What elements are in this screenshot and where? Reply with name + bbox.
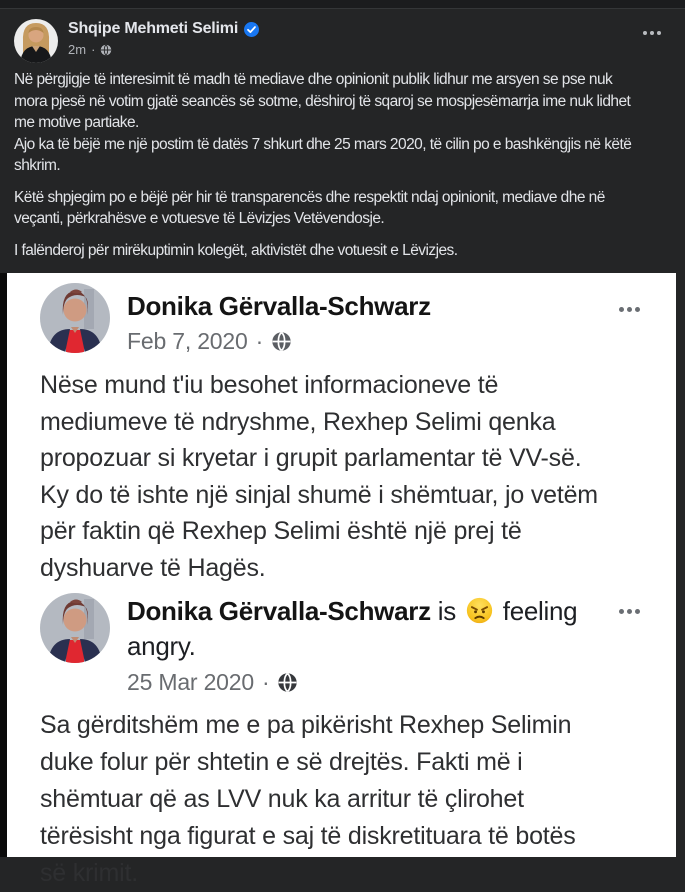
- embedded-text-line: së krimit.: [40, 859, 139, 887]
- globe-icon: [100, 44, 112, 56]
- embedded-author-avatar: [40, 283, 110, 353]
- embedded-post-2-body: [40, 707, 658, 892]
- post-text-line: me motive partiake.: [14, 114, 139, 131]
- author-avatar[interactable]: [14, 19, 58, 63]
- author-name[interactable]: Shqipe Mehmeti Selimi: [68, 20, 239, 37]
- avatar-image: [14, 19, 58, 63]
- embedded-text-line: tërësisht nga figurat e saj të diskretituara të botës: [40, 822, 576, 850]
- avatar-image: [40, 283, 110, 353]
- post-body: [0, 65, 685, 261]
- embedded-text-line: duke folur për shtetin e së drejtës. Fakti më i: [40, 748, 523, 776]
- embedded-post-1: [40, 283, 658, 586]
- embedded-text-line: Ky do të ishte një sinjal shumë i shëmtuar, jo vetëm: [40, 480, 598, 509]
- globe-icon: [277, 672, 298, 693]
- embedded-author-name: Donika Gërvalla-Schwarz: [127, 596, 431, 626]
- post-text-line: mora pjesë në votim gjatë seancës së sotme, dëshiroj të sqaroj se mospjesëmarrja ime nuk lidhet: [14, 92, 631, 110]
- post-text-line: Ajo ka të bëjë me një postim të datës 7 shkurt dhe 25 mars 2020, të cilin po e bashkëngjis në këtë: [14, 135, 632, 153]
- embedded-post-2-header: [40, 593, 658, 696]
- post-header: [0, 9, 685, 65]
- meta-separator: ·: [91, 42, 96, 57]
- embedded-post-1-header: [40, 283, 658, 355]
- more-options-button[interactable]: [643, 31, 661, 35]
- embedded-author-name: Donika Gërvalla-Schwarz: [127, 291, 431, 321]
- post-text-line: I falënderoj për mirëkuptimin kolegët, aktivistët dhe votuesit e Lëvizjes.: [14, 241, 458, 259]
- post-timestamp[interactable]: 2m: [68, 42, 87, 57]
- post-text-line: Në përgjigje të interesimit të madh të mediave dhe opinionit publik lidhur me arsyen se pse nuk: [14, 71, 613, 88]
- feeling-word: feeling: [502, 596, 578, 626]
- embedded-text-line: për faktin që Rexhep Selimi është një prej të: [40, 517, 522, 545]
- screenshot-content: [7, 273, 676, 887]
- embedded-text-line: mediumeve të ndryshme, Rexhep Selimi qenka: [40, 407, 556, 436]
- embedded-text-line: dyshuarve të Hagës.: [40, 553, 266, 582]
- avatar-image: [40, 593, 110, 663]
- post-text-line: veçanti, përkrahësve e votuesve të Lëvizjes Vetëvendosje.: [14, 210, 385, 227]
- embedded-post-2: [40, 593, 658, 892]
- post-text-line: Këtë shpjegim po e bëjë për hir të transparencës dhe respektit ndaj opinionit, mediave dhe në: [14, 188, 605, 206]
- embedded-text-line: Nëse mund t'iu besohet informacioneve të: [40, 371, 499, 399]
- meta-separator: ·: [255, 328, 264, 354]
- feeling-line-2: angry.: [127, 631, 196, 661]
- embedded-text-line: Sa gërditshëm me e pa pikërisht Rexhep Selimin: [40, 711, 572, 739]
- embedded-post-date: 25 Mar 2020: [127, 669, 254, 695]
- more-options-icon: [619, 307, 640, 312]
- meta-separator: ·: [261, 669, 270, 695]
- angry-emoji-icon: [466, 597, 493, 624]
- status-connector: is: [437, 596, 456, 626]
- verified-badge-icon: [244, 22, 259, 37]
- globe-icon: [271, 331, 292, 352]
- embedded-post-1-body: [40, 367, 658, 586]
- screenshot-left-bar: [0, 273, 7, 857]
- window-top-edge: [0, 0, 685, 9]
- embedded-post-date: Feb 7, 2020: [127, 328, 248, 354]
- post-text-line: shkrim.: [14, 157, 61, 174]
- embedded-author-avatar: [40, 593, 110, 663]
- embedded-text-line: shëmtuar që as LVV nuk ka arritur të çlirohet: [40, 785, 524, 813]
- embedded-text-line: propozuar si kryetar i grupit parlamentar të VV-së.: [40, 444, 582, 472]
- more-options-icon: [619, 609, 640, 614]
- attached-screenshot-image[interactable]: [0, 273, 685, 887]
